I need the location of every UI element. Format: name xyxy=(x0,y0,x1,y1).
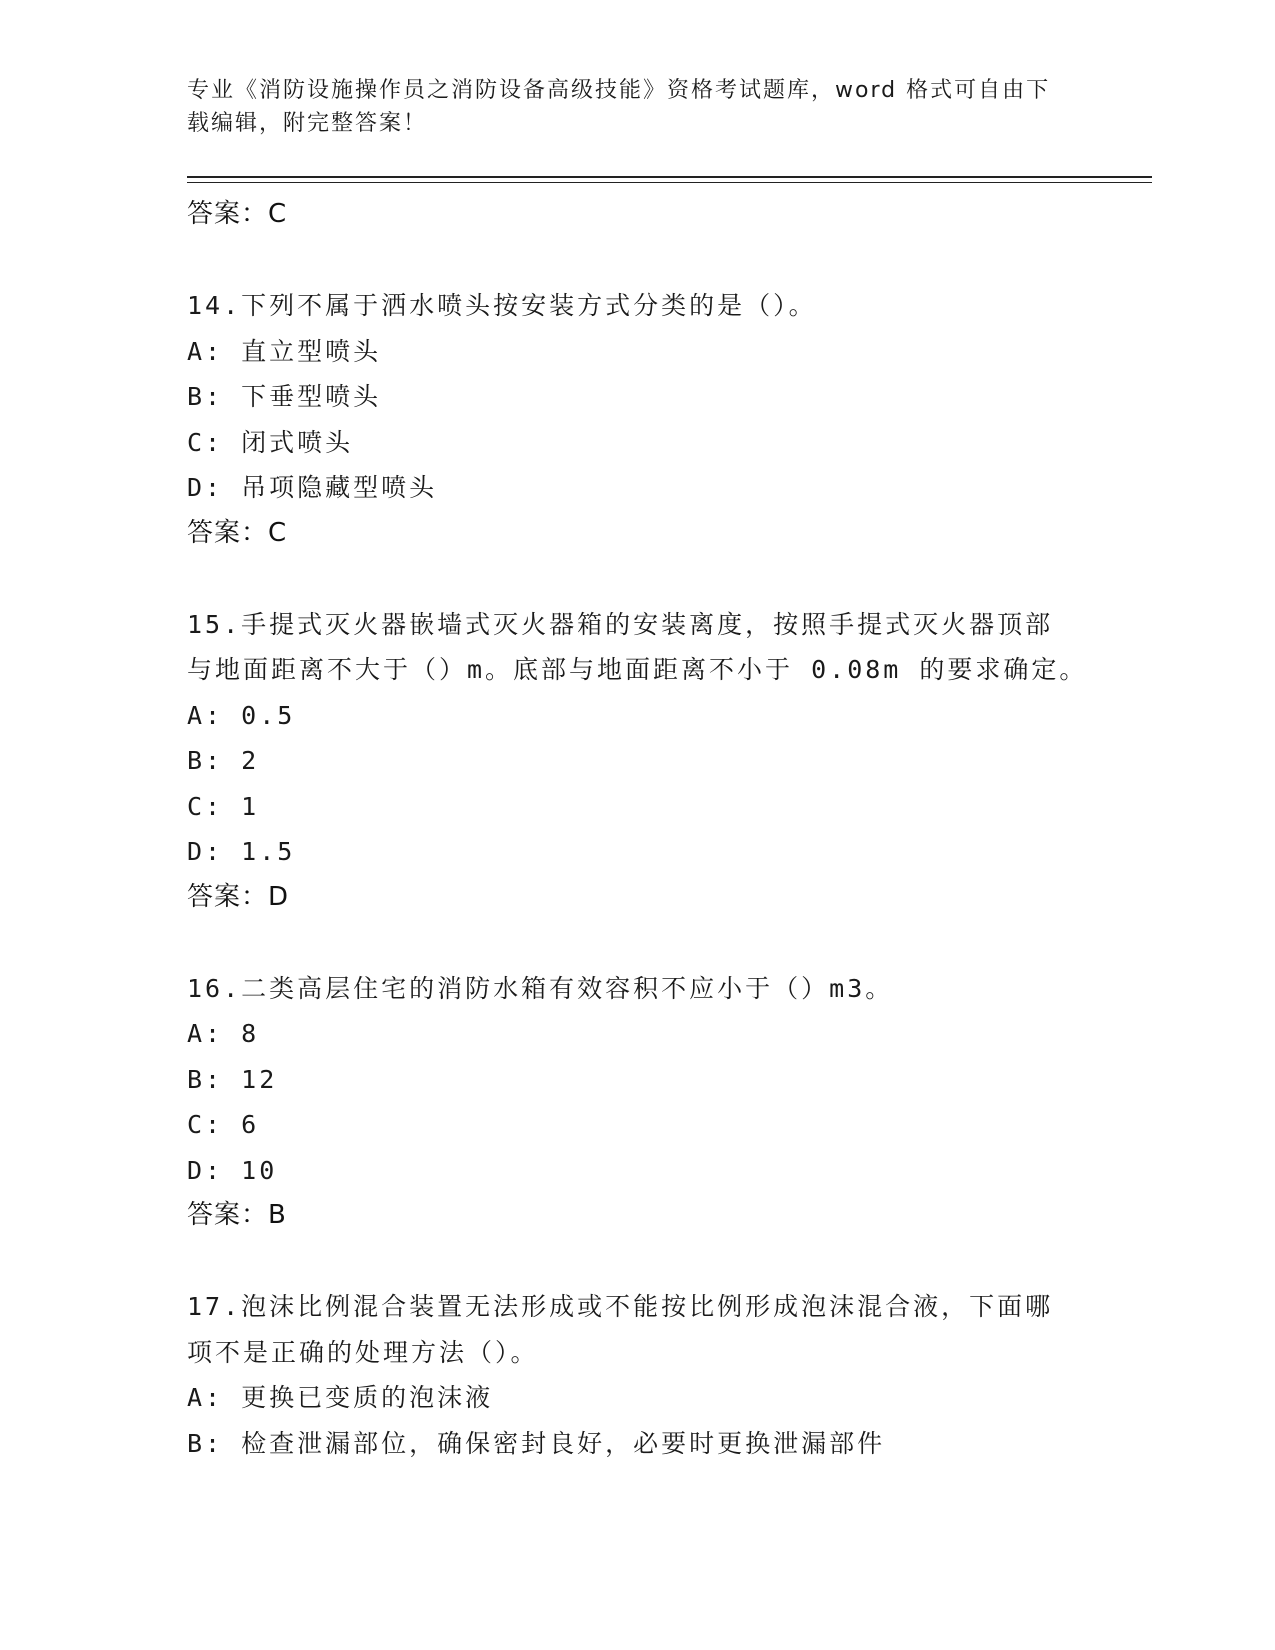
option-d: D: 吊项隐藏型喷头 xyxy=(187,473,438,502)
option-d: D: 1.5 xyxy=(187,837,296,866)
question-16 xyxy=(187,966,1087,1239)
answer-line: 答案：C xyxy=(187,517,288,548)
spacer xyxy=(187,556,1087,602)
question-stem-continued: 与地面距离不大于（）m。底部与地面距离不小于 0.08m 的要求确定。 xyxy=(187,655,1088,684)
option-a: A: 更换已变质的泡沫液 xyxy=(187,1383,494,1412)
question-15 xyxy=(187,602,1087,921)
question-list xyxy=(187,192,1087,1466)
answer-line: 答案：C xyxy=(187,199,288,229)
option-b: B: 检查泄漏部位，确保密封良好，必要时更换泄漏部件 xyxy=(187,1428,886,1458)
header-line-1: 专业《消防设施操作员之消防设备高级技能》资格考试题库，word 格式可自由下 xyxy=(187,78,1051,103)
spacer xyxy=(187,1239,1087,1285)
option-b: B: 2 xyxy=(187,746,260,775)
spacer xyxy=(187,920,1087,966)
option-a: A: 直立型喷头 xyxy=(187,336,382,366)
question-17 xyxy=(187,1284,1087,1466)
option-b: B: 12 xyxy=(187,1064,278,1094)
option-c: C: 1 xyxy=(187,791,260,821)
option-a: A: 0.5 xyxy=(187,700,296,730)
document-header xyxy=(187,74,1067,140)
spacer xyxy=(187,238,1087,284)
option-c: C: 6 xyxy=(187,1110,260,1139)
option-c: C: 闭式喷头 xyxy=(187,427,354,457)
question-stem-continued: 项不是正确的处理方法（）。 xyxy=(187,1337,539,1367)
question-stem: 15.手提式灭火器嵌墙式灭火器箱的安装离度，按照手提式灭火器顶部 xyxy=(187,609,1054,639)
answer-line: 答案：D xyxy=(187,881,290,912)
question-14 xyxy=(187,283,1087,556)
header-line-2: 载编辑，附完整答案！ xyxy=(187,111,428,136)
question-stem: 17.泡沫比例混合装置无法形成或不能按比例形成泡沫混合液，下面哪 xyxy=(187,1292,1054,1321)
question-stem: 16.二类高层住宅的消防水箱有效容积不应小于（）m3。 xyxy=(187,973,894,1003)
option-b: B: 下垂型喷头 xyxy=(187,382,382,411)
option-a: A: 8 xyxy=(187,1019,260,1048)
header-divider-thick xyxy=(187,176,1152,178)
answer-line: 答案：B xyxy=(187,1200,287,1230)
option-d: D: 10 xyxy=(187,1155,278,1185)
question-stem: 14.下列不属于洒水喷头按安装方式分类的是（）。 xyxy=(187,291,817,320)
header-divider-thin xyxy=(187,182,1152,183)
